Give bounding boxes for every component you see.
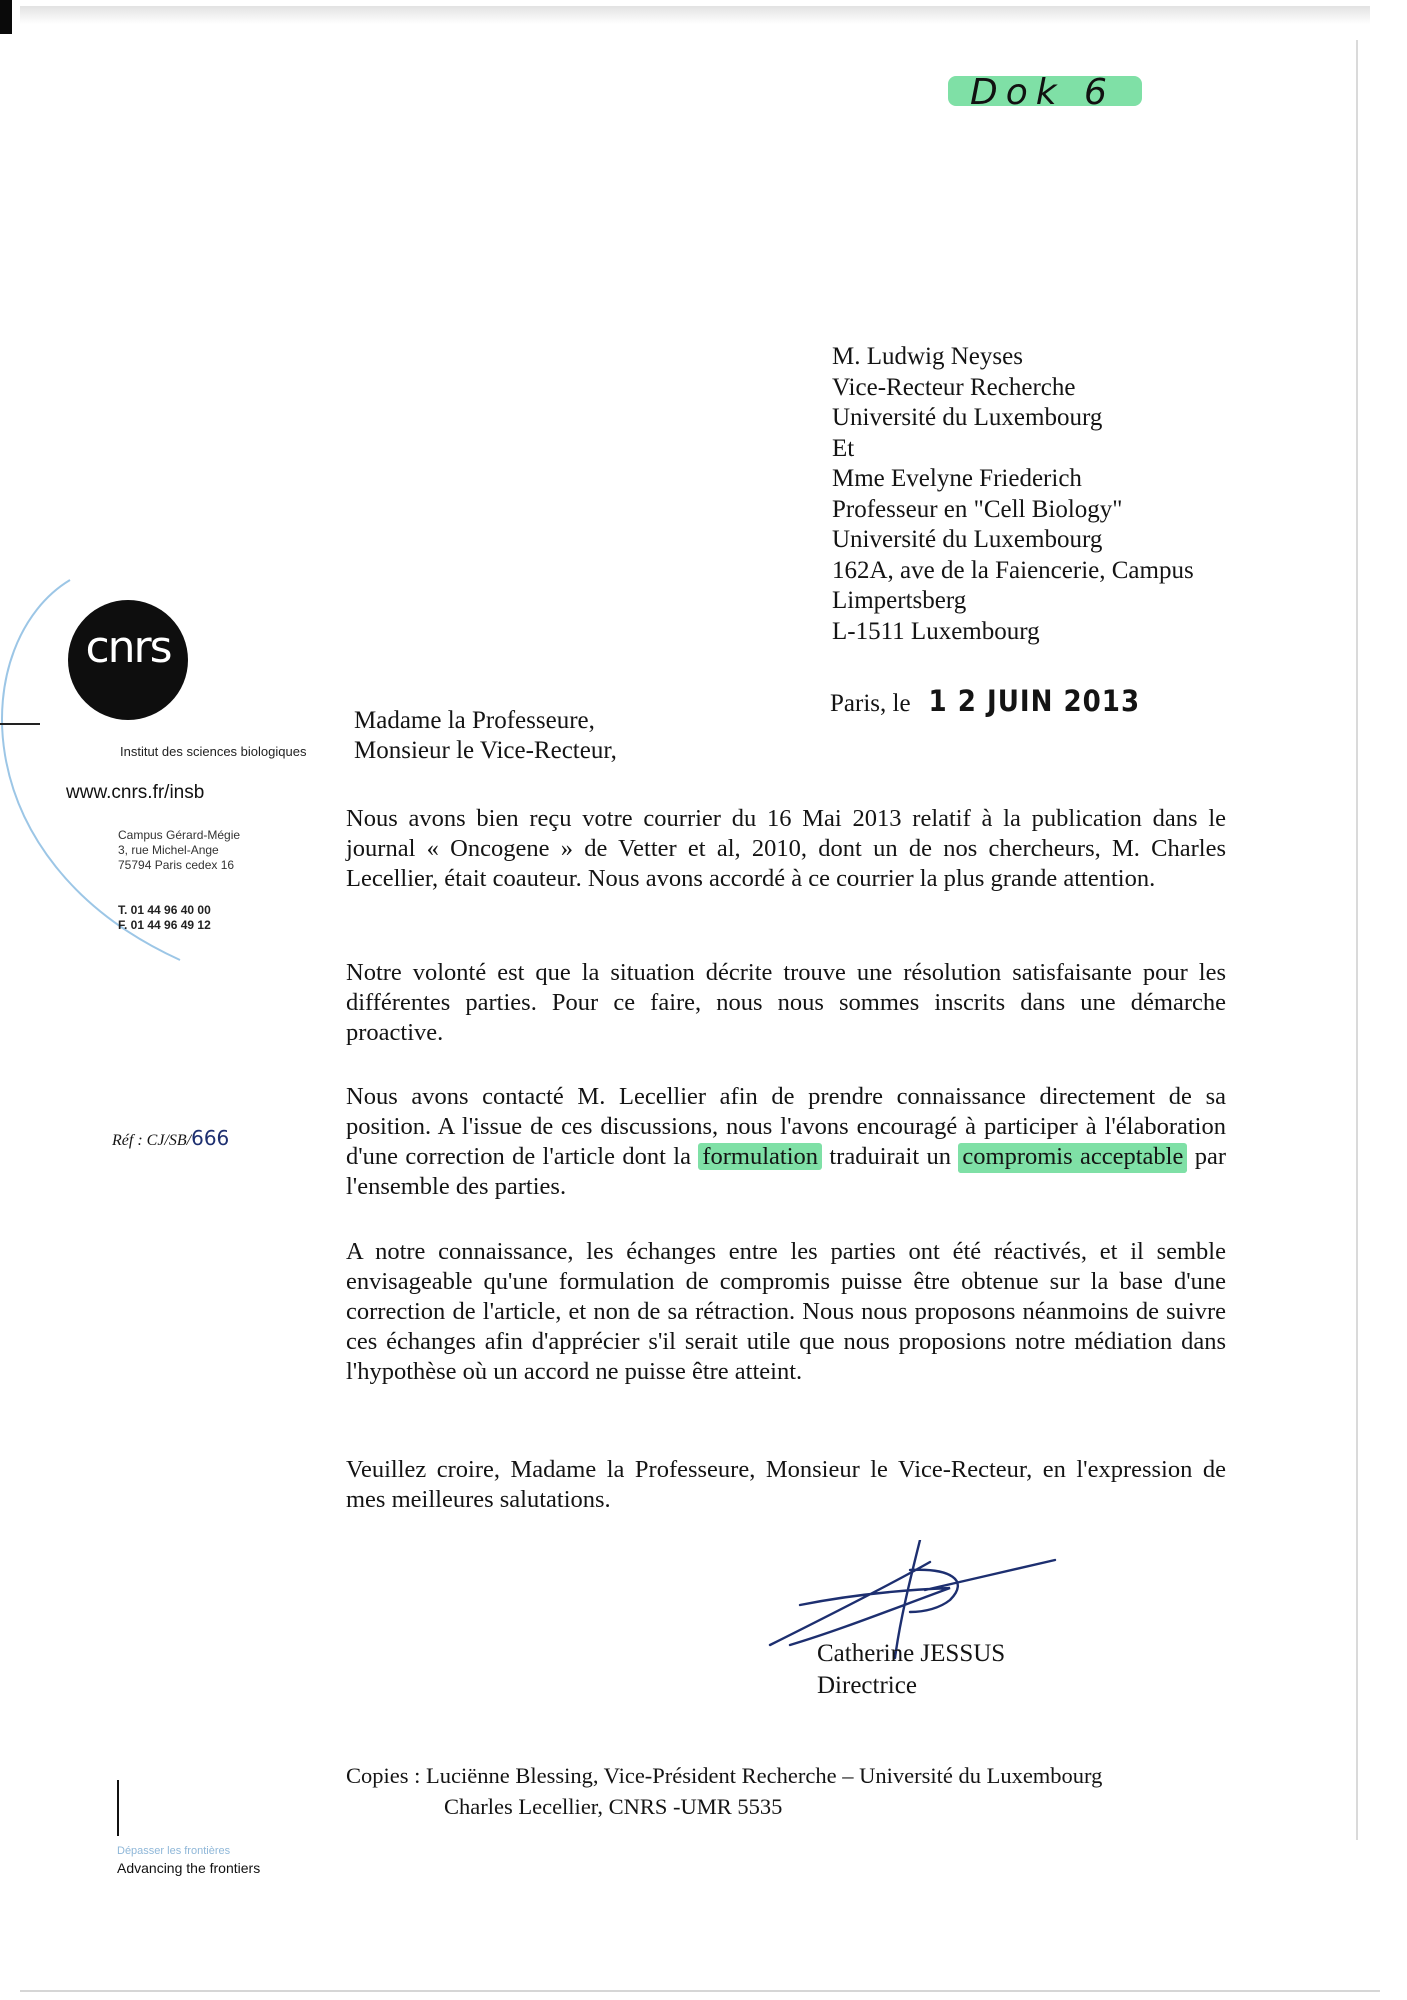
salutation-line: Madame la Professeure, — [354, 707, 595, 734]
address-line: 75794 Paris cedex 16 — [118, 858, 235, 872]
copies-block — [346, 1760, 1102, 1822]
highlight-compromis: compromis acceptable — [958, 1143, 1187, 1173]
salutation-line: Monsieur le Vice-Recteur, — [354, 737, 617, 764]
recipient-line: Vice-Recteur Recherche — [832, 373, 1076, 401]
recipient-line: 162A, ave de la Faiencerie, Campus — [832, 556, 1194, 584]
signer-title: Directrice — [817, 1672, 917, 1699]
phone-number: T. 01 44 96 40 00 — [118, 903, 211, 917]
recipient-line: Limpertsberg — [832, 587, 967, 614]
letterhead-phones — [118, 903, 211, 933]
recipient-line: Université du Luxembourg — [832, 526, 1103, 553]
footer-motto: Advancing the frontiers — [117, 1860, 261, 1876]
fax-number: F. 01 44 96 49 12 — [118, 918, 211, 932]
signer-block — [817, 1638, 1005, 1702]
footer-rule — [117, 1780, 119, 1836]
institute-name: Institut des sciences biologiques — [120, 744, 307, 759]
recipient-line: Mme Evelyne Friederich — [832, 465, 1082, 492]
date-stamp: 1 2 JUIN 2013 — [928, 684, 1141, 718]
letterhead-address — [118, 828, 240, 873]
highlight-formulation: formulation — [698, 1143, 822, 1170]
scan-edge-mark — [0, 0, 12, 34]
recipient-line: Et — [832, 434, 855, 462]
recipient-line: Professeur en "Cell Biology" — [832, 495, 1123, 523]
handwritten-note — [940, 64, 1150, 114]
recipient-address — [832, 342, 1194, 647]
reference — [112, 1126, 229, 1150]
footer-motto-faint: Dépasser les frontières — [117, 1845, 231, 1857]
handwritten-note-text: Dok 6 — [970, 72, 1115, 113]
paragraph-3-text: traduirait un — [829, 1143, 952, 1170]
copies-line: Charles Lecellier, CNRS -UMR 5535 — [444, 1794, 783, 1819]
scan-shadow — [20, 6, 1370, 24]
website: www.cnrs.fr/insb — [66, 782, 205, 803]
reference-label: Réf : CJ/SB/ — [112, 1132, 192, 1149]
paragraph-2: Notre volonté est que la situation décrite trouve une résolution satisfaisante pour les différentes parties. Pour ce faire, nous nous sommes inscrits dans une démarche proactive. — [346, 959, 1226, 1046]
paragraph-3 — [346, 1082, 1226, 1202]
paragraph-1: Nous avons bien reçu votre courrier du 16 Mai 2013 relatif à la publication dans le journal « Oncogene » de Vetter et al, 2010, dont un de nos chercheurs, M. Charles Lecellier, était coauteur. Nous avons accordé à ce courrier la plus grande attention. — [346, 805, 1226, 892]
paragraph-3-text: Nous avons contacté M. Lecellier afin de prendre connaissance directement de sa position. A l'issue de ces discussions, nous l'avons encouragé à participer à l'élaboration d'une correction de l'article dont la — [346, 1083, 1226, 1170]
signer-name: Catherine JESSUS — [817, 1640, 1006, 1667]
cnrs-logo-text: cnrs — [85, 622, 171, 673]
recipient-line: M. Ludwig Neyses — [832, 343, 1023, 370]
address-line: 3, rue Michel-Ange — [118, 843, 219, 857]
paragraph-5-closing: Veuillez croire, Madame la Professeure, Monsieur le Vice-Recteur, en l'expression de mes meilleures salutations. — [346, 1456, 1226, 1513]
paragraph-3-text: par l'ensemble des parties. — [346, 1143, 1227, 1200]
page-edge-bottom — [20, 1990, 1380, 1992]
paragraph-4: A notre connaissance, les échanges entre les parties ont été réactivés, et il semble envisageable qu'une formulation de compromis puisse être obtenue sur la base d'une correction de l'article, et non de sa rétraction. Nous nous proposons néanmoins de suivre ces échanges afin d'apprécier s'il serait utile que nous proposions notre médiation dans l'hypothèse où un accord ne puisse être atteint. — [346, 1238, 1226, 1385]
salutation — [354, 706, 617, 766]
copies-line: Copies : Luciënne Blessing, Vice-Président Recherche – Université du Luxembourg — [346, 1763, 1103, 1788]
address-line: Campus Gérard-Mégie — [118, 828, 241, 842]
fold-mark — [0, 723, 40, 725]
page-edge-right — [1356, 40, 1358, 1840]
date-line — [830, 684, 1140, 718]
recipient-line: L-1511 Luxembourg — [832, 617, 1040, 645]
reference-handwritten: 666 — [191, 1126, 230, 1150]
recipient-line: Université du Luxembourg — [832, 404, 1103, 431]
date-prefix: Paris, le — [830, 690, 911, 717]
